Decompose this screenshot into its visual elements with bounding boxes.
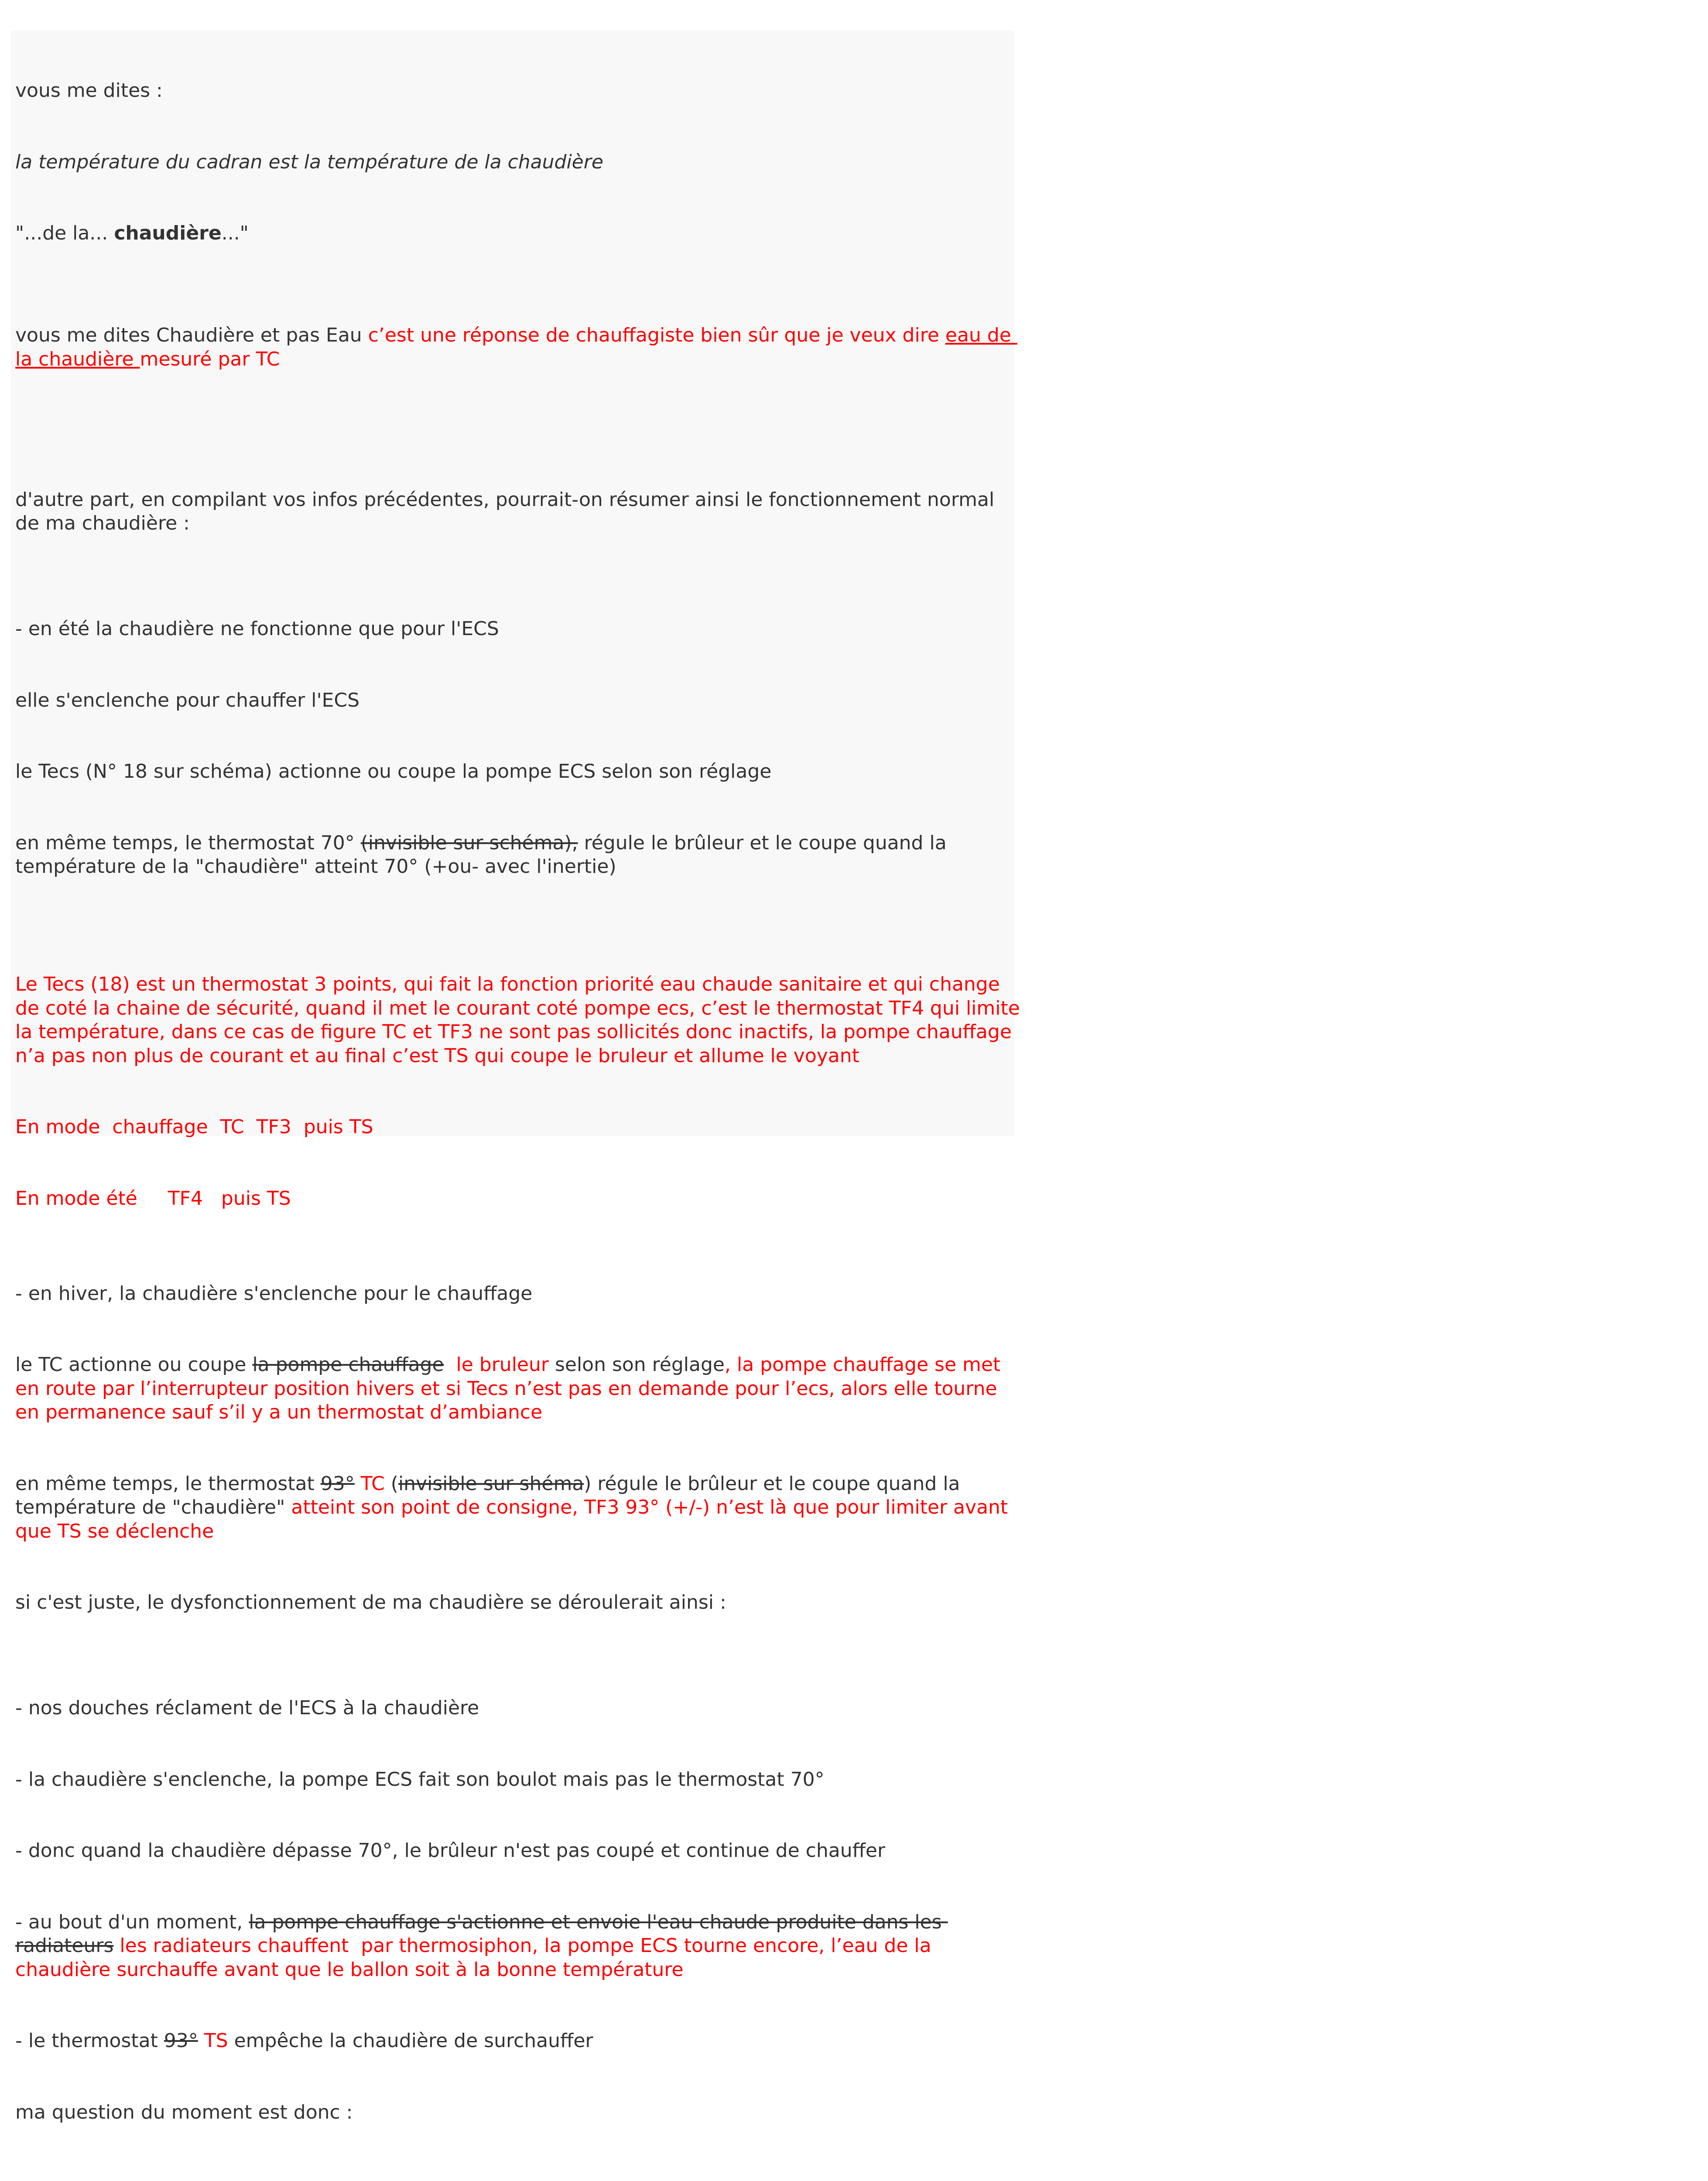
intro-line: vous me dites : xyxy=(15,79,163,102)
struck-text: la pompe chauffage s'actionne et envoie l'eau chaude produite dans les radiateurs xyxy=(15,1911,948,1957)
struck-text: (invisible sur schéma), xyxy=(360,831,578,854)
struck-text: invisible sur shéma xyxy=(398,1472,584,1495)
email-body xyxy=(15,31,1026,2181)
bold-word: chaudière xyxy=(114,222,222,244)
paragraph-chaudiere-eau: vous me dites Chaudière et pas Eau c’est une réponse de chauffagiste bien sûr que je veux dire eau de la chaudière mesuré par TC xyxy=(15,324,1017,370)
answer-text: les radiateurs chauffent par thermosiphon, la pompe ECS tourne encore, l’eau de la chaudière surchauffe avant que le ballon soit à la bonne température xyxy=(15,1935,938,1981)
quoted-excerpt: "...de la... chaudière..." xyxy=(15,222,249,244)
answer-text: c’est une réponse de chauffagiste bien sûr que je veux dire xyxy=(368,324,945,346)
summer-line-4: en même temps, le thermostat 70° (invisible sur schéma), régule le brûleur et le coupe quand la température de la "chaudière" atteint 70° (+ou- avec l'inertie) xyxy=(15,831,953,878)
winter-line-2: le TC actionne ou coupe la pompe chauffage le bruleur selon son réglage, la pompe chauffage se met en route par l’interrupteur position hivers et si Tecs n’est pas en demande pour l’ecs, alors elle tourne en permanence sauf s’il y a un thermostat d’ambiance xyxy=(15,1354,1007,1423)
winter-line-1: - en hiver, la chaudière s'enclenche pour le chauffage xyxy=(15,1282,533,1305)
malfunction-line-5: - le thermostat 93° TS empêche la chaudière de surchauffer xyxy=(15,2030,593,2052)
answer-text: le bruleur xyxy=(444,1354,549,1376)
summer-line-1: - en été la chaudière ne fonctionne que pour l'ECS xyxy=(15,618,499,640)
struck-text: 93° xyxy=(164,2030,198,2052)
answer-underlined: eau de la chaudière xyxy=(15,324,1017,370)
paragraph-summary-question: d'autre part, en compilant vos infos précédentes, pourrait-on résumer ainsi le fonctionnement normal de ma chaudière : xyxy=(15,488,1001,534)
answer-mode-chauffage: En mode chauffage TC TF3 puis TS xyxy=(15,1116,373,1138)
question-intro: ma question du moment est donc : xyxy=(15,2101,353,2123)
malfunction-line-3: - donc quand la chaudière dépasse 70°, le brûleur n'est pas coupé et continue de chauffer xyxy=(15,1839,886,1862)
answer-tecs-paragraph: Le Tecs (18) est un thermostat 3 points, qui fait la fonction priorité eau chaude sanitaire et qui change de coté la chaine de sécurité, quand il met le courant coté pompe ecs, c’est le thermostat TF4 qui limite la température, dans ce cas de figure TC et TF3 ne sont pas sollicités donc inactifs, la pompe chauffage n’a pas non plus de courant et au final c’est TS qui coupe le bruleur et allume le voyant xyxy=(15,973,1026,1067)
struck-text: 93° xyxy=(320,1472,355,1495)
answer-text: mesuré par TC xyxy=(140,348,280,370)
quoted-sentence: la température du cadran est la température de la chaudière xyxy=(15,150,603,173)
answer-text: , la pompe chauffage se met en route par l’interrupteur position hivers et si Tecs n’est pas en demande pour l’ecs, alors elle tourne en permanence sauf s’il y a un thermostat d’ambiance xyxy=(15,1354,1007,1423)
summer-line-3: le Tecs (N° 18 sur schéma) actionne ou coupe la pompe ECS selon son réglage xyxy=(15,760,772,783)
winter-line-4: si c'est juste, le dysfonctionnement de ma chaudière se déroulerait ainsi : xyxy=(15,1591,726,1614)
answer-text: atteint son point de consigne, TF3 93° (+/-) n’est là que pour limiter avant que TS se déclenche xyxy=(15,1496,1014,1542)
malfunction-line-1: - nos douches réclament de l'ECS à la chaudière xyxy=(15,1697,479,1719)
malfunction-line-4: - au bout d'un moment, la pompe chauffage s'actionne et envoie l'eau chaude produite dans les radiateurs les radiateurs chauffent par thermosiphon, la pompe ECS tourne encore, l’eau de la chaudière surchauffe avant que le ballon soit à la bonne température xyxy=(15,1911,948,1981)
answer-mode-ete: En mode été TF4 puis TS xyxy=(15,1187,291,1210)
answer-text: TS xyxy=(198,2030,228,2052)
answer-text: TC xyxy=(354,1472,385,1495)
malfunction-line-2: - la chaudière s'enclenche, la pompe ECS fait son boulot mais pas le thermostat 70° xyxy=(15,1768,825,1791)
summer-line-2: elle s'enclenche pour chauffer l'ECS xyxy=(15,689,360,711)
winter-line-3: en même temps, le thermostat 93° TC (invisible sur shéma) régule le brûleur et le coupe quand la température de "chaudière" atteint son point de consigne, TF3 93° (+/-) n’est là que pour limiter avant que TS se déclenche xyxy=(15,1472,1014,1542)
struck-text: la pompe chauffage xyxy=(252,1354,444,1376)
